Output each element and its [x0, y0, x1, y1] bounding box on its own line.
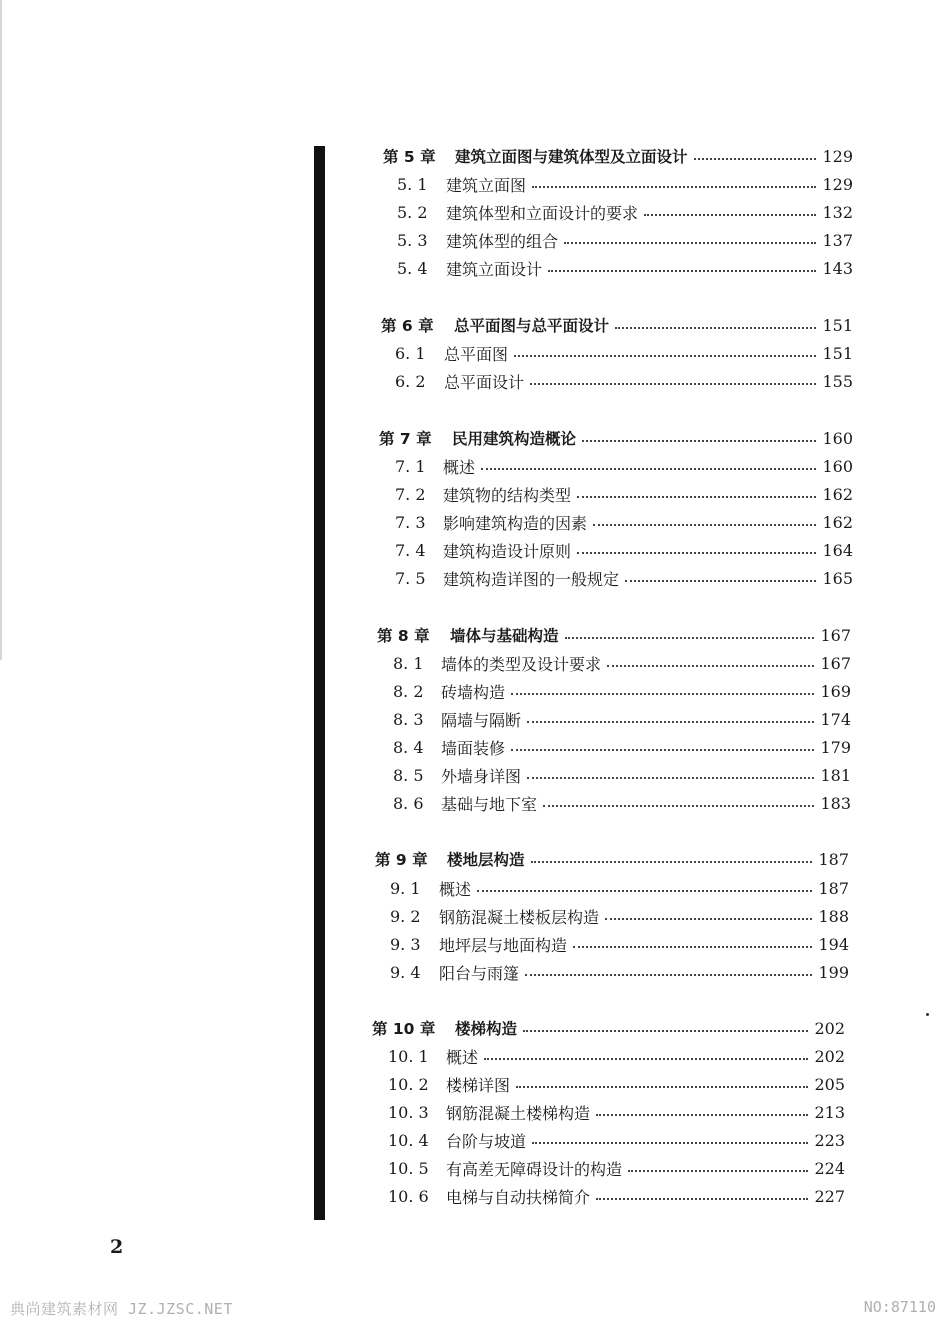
- toc-entry-title: 楼梯构造: [455, 1020, 518, 1038]
- toc-entry-page: 151: [822, 343, 853, 363]
- toc-entry-page: 129: [822, 146, 853, 166]
- toc-entry-number: 第 5 章: [383, 148, 436, 166]
- toc-dot-leader: [477, 890, 812, 892]
- toc-entry-number: 5. 1: [397, 174, 428, 194]
- toc-entry-title: 基础与地下室: [441, 794, 538, 814]
- toc-entry-number: 8. 2: [393, 681, 424, 701]
- toc-entry-page: 167: [820, 625, 851, 645]
- toc-entry-page: 174: [820, 709, 851, 729]
- toc-entry-title: 台阶与坡道: [446, 1131, 527, 1151]
- toc-chapter-row: [377, 623, 851, 647]
- toc-entry-page: 205: [814, 1074, 845, 1094]
- toc-entry-number: 第 8 章: [377, 627, 430, 645]
- toc-entry-page: 183: [820, 793, 851, 813]
- toc-entry-page: 167: [820, 653, 851, 673]
- toc-entry-page: 132: [822, 202, 853, 222]
- toc-dot-leader: [548, 270, 816, 272]
- toc-entry-title: 总平面设计: [444, 372, 525, 392]
- toc-dot-leader: [565, 637, 815, 639]
- toc-chapter-row: [379, 426, 853, 450]
- toc-entry-page: 162: [822, 512, 853, 532]
- toc-dot-leader: [530, 383, 816, 385]
- toc-section-row: [393, 679, 851, 703]
- toc-entry-number: 9. 3: [390, 934, 421, 954]
- toc-entry-title: 建筑体型和立面设计的要求: [446, 203, 639, 223]
- toc-entry-title: 楼地层构造: [447, 851, 525, 869]
- toc-entry-page: 137: [822, 230, 853, 250]
- toc-entry-title: 概述: [443, 457, 476, 477]
- toc-section-row: [390, 904, 849, 928]
- toc-dot-leader: [596, 1114, 808, 1116]
- toc-entry-number: 9. 2: [390, 906, 421, 926]
- toc-entry-title: 建筑体型的组合: [446, 231, 559, 251]
- toc-entry-title: 砖墙构造: [441, 682, 506, 702]
- toc-chapter-row: [372, 1016, 845, 1040]
- toc-section-row: [397, 172, 853, 196]
- toc-section-row: [390, 960, 849, 984]
- toc-entry-title: 隔墙与隔断: [441, 710, 522, 730]
- watermark-right: NO:87110: [863, 1298, 936, 1316]
- toc-section-row: [397, 228, 853, 252]
- toc-entry-title: 钢筋混凝土楼板层构造: [439, 907, 600, 927]
- toc-section-row: [397, 200, 853, 224]
- toc-dot-leader: [593, 524, 816, 526]
- toc-entry-page: 188: [818, 906, 849, 926]
- toc-section-row: [388, 1100, 845, 1124]
- toc-section-row: [395, 538, 853, 562]
- toc-section-row: [393, 651, 851, 675]
- toc-dot-leader: [516, 1086, 808, 1088]
- toc-dot-leader: [577, 496, 816, 498]
- toc-entry-number: 9. 1: [390, 878, 421, 898]
- toc-entry-title: 影响建筑构造的因素: [443, 513, 588, 533]
- toc-section-row: [395, 341, 853, 365]
- toc-entry-number: 7. 3: [395, 512, 426, 532]
- toc-entry-number: 10. 2: [388, 1074, 429, 1094]
- toc-section-row: [388, 1072, 845, 1096]
- toc-entry-page: 181: [820, 765, 851, 785]
- toc-dot-leader: [605, 918, 812, 920]
- toc-entry-number: 第 6 章: [381, 317, 434, 335]
- toc-section-row: [393, 735, 851, 759]
- toc-entry-title: 墙体的类型及设计要求: [441, 654, 602, 674]
- toc-entry-number: 10. 1: [388, 1046, 429, 1066]
- toc-entry-title: 总平面图与总平面设计: [454, 317, 610, 335]
- toc-entry-number: 8. 4: [393, 737, 424, 757]
- toc-section-row: [395, 454, 853, 478]
- toc-section-row: [388, 1184, 845, 1208]
- toc-dot-leader: [532, 186, 816, 188]
- toc-entry-page: 187: [818, 878, 849, 898]
- toc-entry-number: 10. 3: [388, 1102, 429, 1122]
- toc-section-row: [395, 566, 853, 590]
- toc-entry-page: 143: [822, 258, 853, 278]
- toc-entry-number: 10. 5: [388, 1158, 429, 1178]
- toc-entry-number: 8. 1: [393, 653, 424, 673]
- toc-entry-page: 155: [822, 371, 853, 391]
- toc-section-row: [390, 876, 849, 900]
- toc-dot-leader: [514, 355, 816, 357]
- toc-entry-title: 建筑立面图: [446, 175, 527, 195]
- toc-entry-number: 8. 6: [393, 793, 424, 813]
- toc-dot-leader: [531, 861, 813, 863]
- toc-entry-title: 概述: [439, 879, 472, 899]
- toc-section-row: [395, 482, 853, 506]
- toc-section-row: [393, 791, 851, 815]
- toc-dot-leader: [625, 580, 816, 582]
- toc-section-row: [390, 932, 849, 956]
- toc-entry-page: 223: [814, 1130, 845, 1150]
- toc-entry-number: 8. 3: [393, 709, 424, 729]
- toc-entry-page: 202: [814, 1018, 845, 1038]
- toc-entry-page: 194: [818, 934, 849, 954]
- toc-section-row: [395, 510, 853, 534]
- toc-entry-title: 墙面装修: [441, 738, 506, 758]
- toc-entry-page: 151: [822, 315, 853, 335]
- toc-entry-title: 建筑物的结构类型: [443, 485, 572, 505]
- toc-section-row: [397, 256, 853, 280]
- toc-entry-title: 外墙身详图: [441, 766, 522, 786]
- toc-entry-page: 129: [822, 174, 853, 194]
- toc-section-row: [388, 1156, 845, 1180]
- toc-dot-leader: [527, 721, 814, 723]
- toc-dot-leader: [644, 214, 816, 216]
- toc-entry-number: 7. 5: [395, 568, 426, 588]
- toc-entry-number: 9. 4: [390, 962, 421, 982]
- toc-section-row: [393, 763, 851, 787]
- toc-entry-title: 电梯与自动扶梯简介: [446, 1187, 591, 1207]
- toc-entry-number: 第 7 章: [379, 430, 432, 448]
- toc-entry-page: 227: [814, 1186, 845, 1206]
- toc-dot-leader: [582, 440, 816, 442]
- toc-dot-leader: [481, 468, 816, 470]
- toc-dot-leader: [577, 552, 816, 554]
- toc-chapter-row: [375, 847, 849, 871]
- toc-entry-title: 建筑立面设计: [446, 259, 543, 279]
- page-number: 2: [110, 1236, 124, 1258]
- toc-dot-leader: [511, 693, 814, 695]
- toc-entry-number: 6. 2: [395, 371, 426, 391]
- toc-entry-title: 有高差无障碍设计的构造: [446, 1159, 623, 1179]
- toc-dot-leader: [527, 777, 814, 779]
- toc-chapter-row: [383, 144, 853, 168]
- toc-section-row: [388, 1044, 845, 1068]
- toc-entry-number: 8. 5: [393, 765, 424, 785]
- toc-dot-leader: [596, 1198, 808, 1200]
- toc-entry-number: 第 9 章: [375, 851, 428, 869]
- watermark-left: 典尚建筑素材网 JZ.JZSC.NET: [10, 1300, 233, 1318]
- toc-entry-page: 179: [820, 737, 851, 757]
- toc-dot-leader: [628, 1170, 808, 1172]
- toc-entry-page: 164: [822, 540, 853, 560]
- toc-entry-title: 钢筋混凝土楼梯构造: [446, 1103, 591, 1123]
- toc-entry-page: 224: [814, 1158, 845, 1178]
- toc-dot-leader: [615, 327, 816, 329]
- toc-dot-leader: [484, 1058, 808, 1060]
- toc-entry-number: 5. 3: [397, 230, 428, 250]
- toc-entry-number: 10. 6: [388, 1186, 429, 1206]
- toc-entry-number: 5. 4: [397, 258, 428, 278]
- toc-entry-title: 墙体与基础构造: [450, 627, 559, 645]
- toc-dot-leader: [694, 158, 817, 160]
- toc-entry-number: 7. 2: [395, 484, 426, 504]
- toc-section-row: [393, 707, 851, 731]
- toc-entry-page: 160: [822, 456, 853, 476]
- toc-entry-page: 165: [822, 568, 853, 588]
- toc-entry-number: 6. 1: [395, 343, 426, 363]
- toc-dot-leader: [532, 1142, 808, 1144]
- toc-dot-leader: [511, 749, 814, 751]
- toc-dot-leader: [543, 805, 814, 807]
- toc-entry-title: 楼梯详图: [446, 1075, 511, 1095]
- toc-entry-page: 199: [818, 962, 849, 982]
- toc-entry-title: 概述: [446, 1047, 479, 1067]
- toc-section-row: [388, 1128, 845, 1152]
- toc-section-row: [395, 369, 853, 393]
- toc-entry-page: 162: [822, 484, 853, 504]
- toc-entry-number: 5. 2: [397, 202, 428, 222]
- toc-dot-leader: [573, 946, 812, 948]
- toc-entry-title: 建筑构造详图的一般规定: [443, 569, 620, 589]
- toc-entry-page: 160: [822, 428, 853, 448]
- toc-entry-page: 213: [814, 1102, 845, 1122]
- toc-entry-page: 187: [818, 849, 849, 869]
- toc-entry-title: 地坪层与地面构造: [439, 935, 568, 955]
- toc-entry-page: 202: [814, 1046, 845, 1066]
- toc-dot-leader: [607, 665, 814, 667]
- toc-entry-number: 10. 4: [388, 1130, 429, 1150]
- toc-entry-number: 7. 1: [395, 456, 426, 476]
- toc-dot-leader: [525, 974, 812, 976]
- toc-entry-title: 建筑构造设计原则: [443, 541, 572, 561]
- toc-entry-title: 民用建筑构造概论: [452, 430, 577, 448]
- toc-entry-title: 建筑立面图与建筑体型及立面设计: [455, 148, 688, 166]
- toc-chapter-row: [381, 313, 853, 337]
- toc-entry-page: 169: [820, 681, 851, 701]
- toc-entry-number: 7. 4: [395, 540, 426, 560]
- toc-entry-number: 第 10 章: [372, 1020, 436, 1038]
- toc-entry-title: 总平面图: [444, 344, 509, 364]
- toc-entry-title: 阳台与雨篷: [439, 963, 520, 983]
- toc-dot-leader: [564, 242, 816, 244]
- toc-dot-leader: [523, 1030, 808, 1032]
